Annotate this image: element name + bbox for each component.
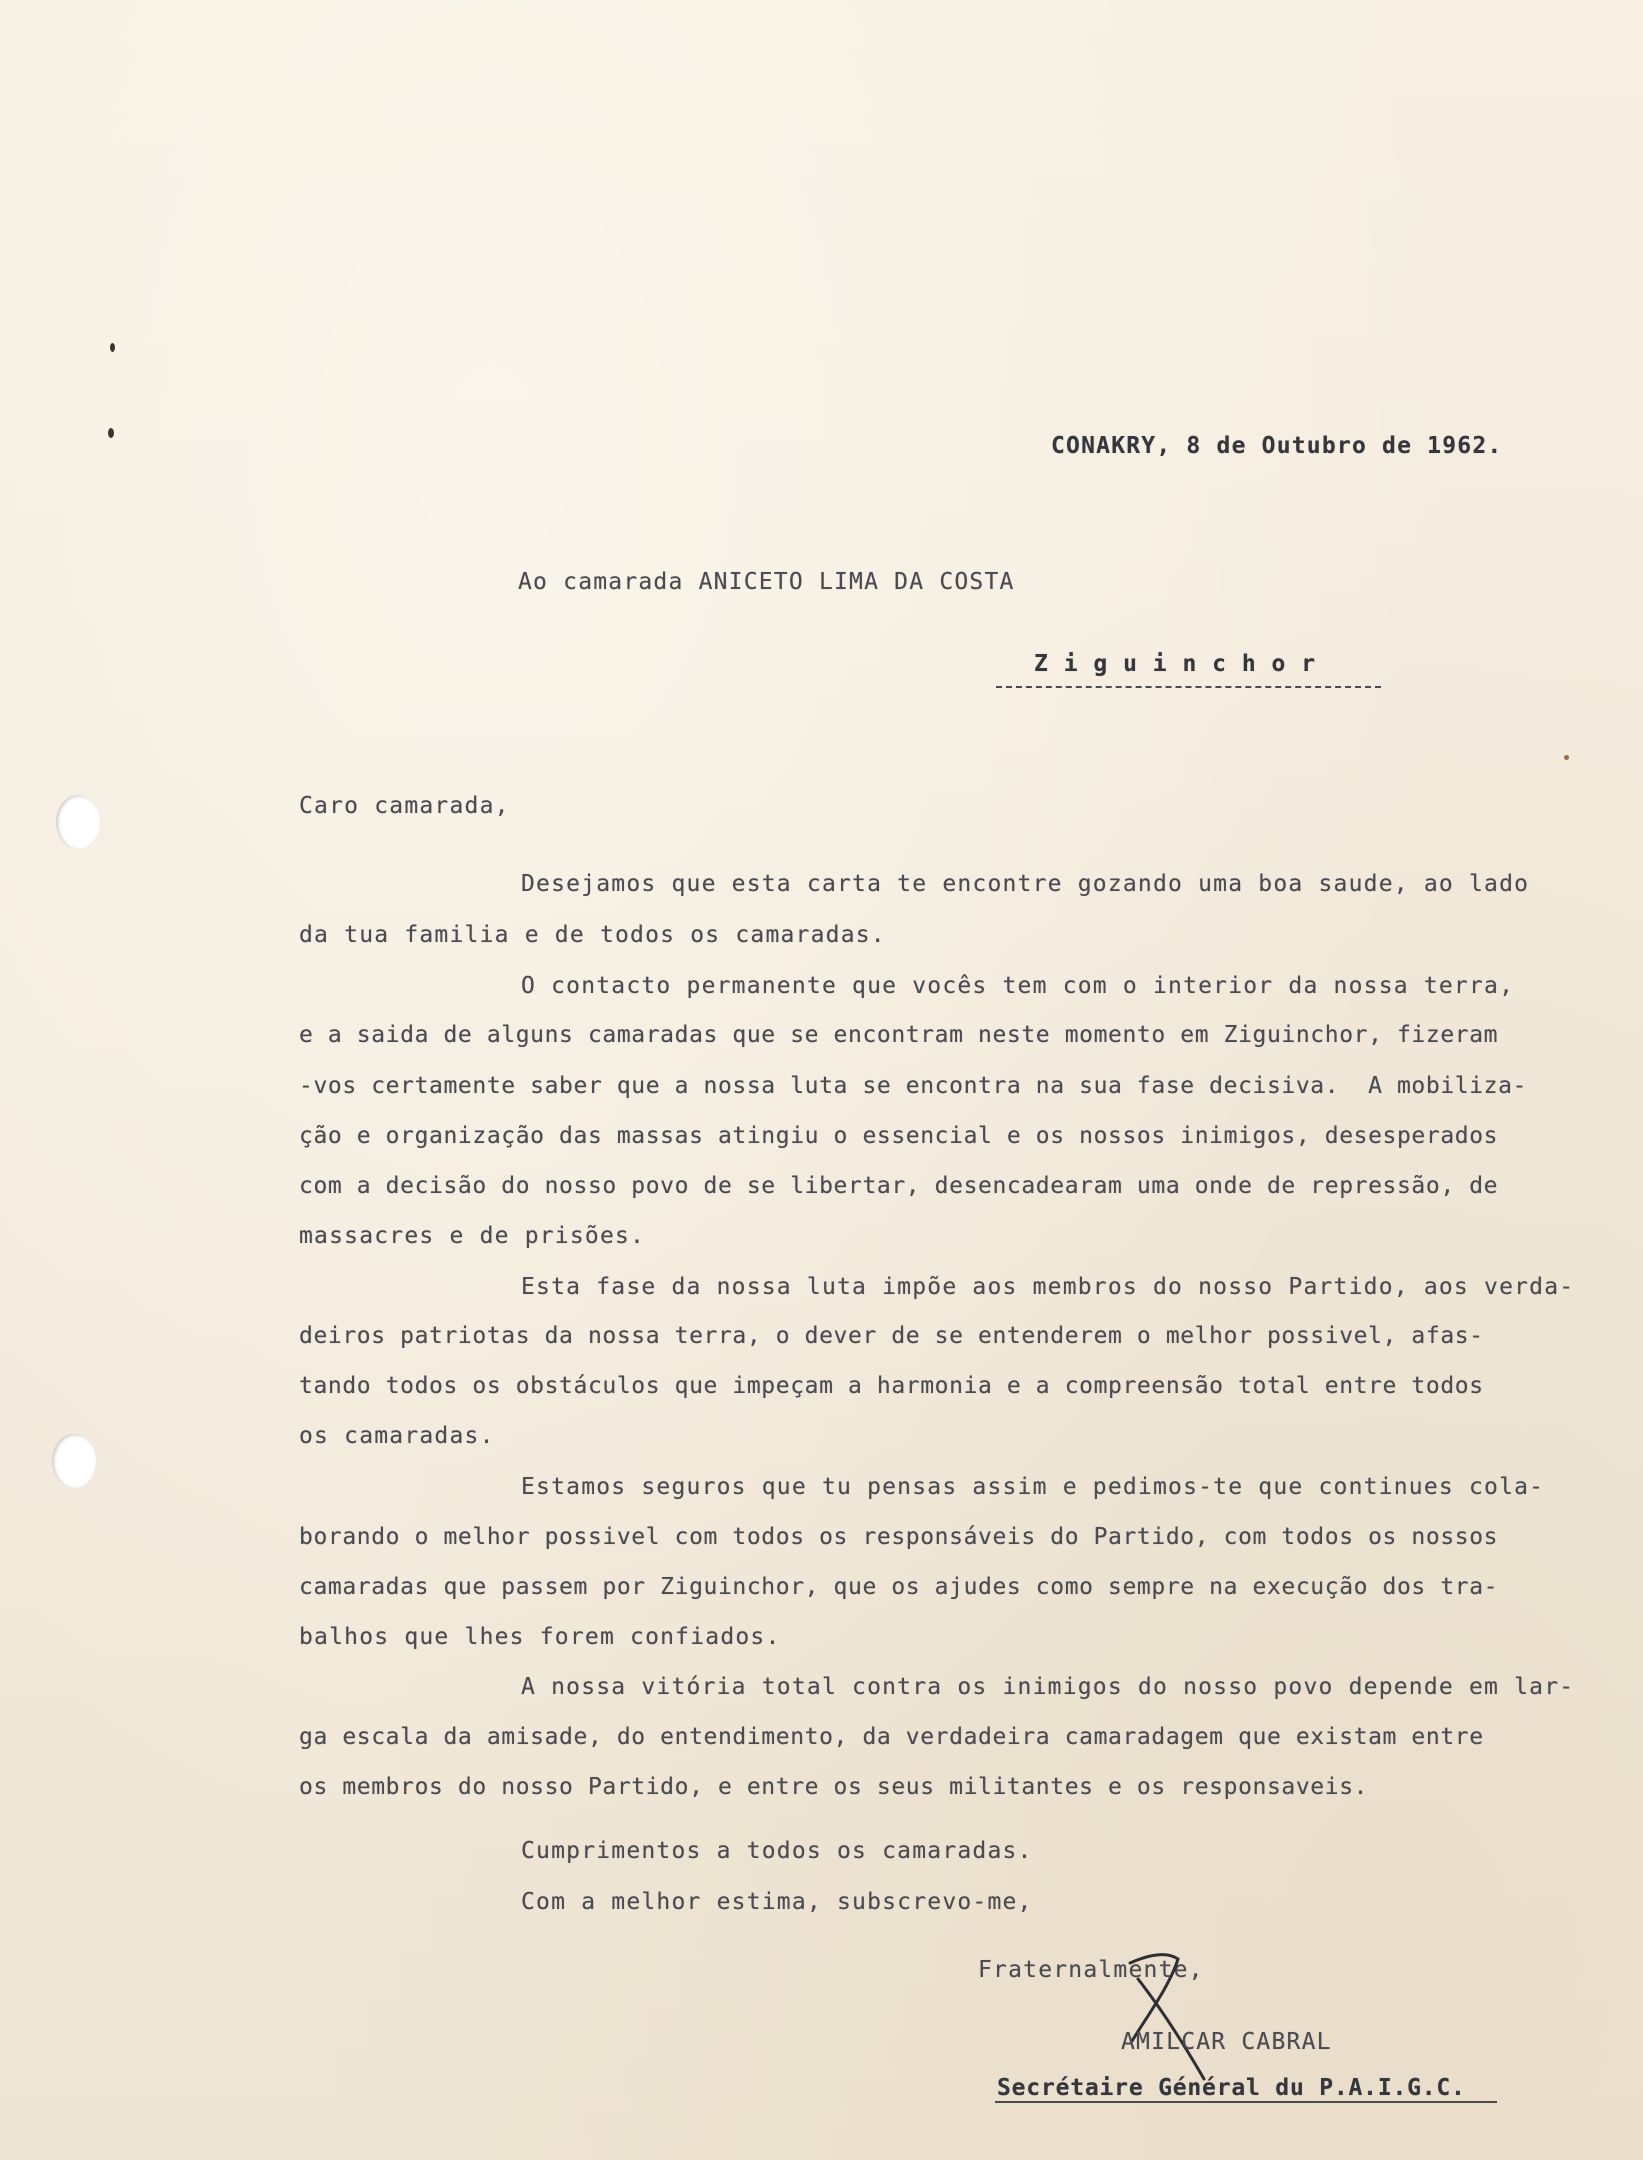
dateline: CONAKRY, 8 de Outubro de 1962. [1051,433,1503,459]
body-line: ção e organização das massas atingiu o essencial e os nossos inimigos, desesperados [299,1123,1499,1149]
body-line: Esta fase da nossa luta impõe aos membros do nosso Partido, aos verda- [521,1274,1575,1300]
paper-speck [1564,755,1569,760]
body-line: deiros patriotas da nossa terra, o dever de se entenderem o melhor possivel, afas- [299,1323,1484,1349]
body-line: Cumprimentos a todos os camaradas. [521,1838,1033,1864]
punch-hole-top [56,795,100,849]
body-line: balhos que lhes forem confiados. [299,1624,781,1650]
body-line: A nossa vitória total contra os inimigos do nosso povo depende em lar- [521,1674,1575,1700]
body-line: camaradas que passem por Ziguinchor, que os ajudes como sempre na execução dos tra- [299,1574,1499,1600]
closing: Fraternalmente, [978,1957,1204,1983]
body-line: tando todos os obstáculos que impeçam a harmonia e a compreensão total entre todos [299,1373,1484,1399]
body-line: O contacto permanente que vocês tem com o interior da nossa terra, [521,973,1515,999]
place-underline [996,686,1381,688]
paper-speck [110,343,115,352]
body-line: ga escala da amisade, do entendimento, da verdadeira camaradagem que existam entre [299,1724,1484,1750]
body-line: borando o melhor possivel com todos os responsáveis do Partido, com todos os nossos [299,1524,1499,1550]
place-name: Z i g u i n c h o r [1034,651,1317,677]
body-line: os camaradas. [299,1423,495,1449]
signatory-name: AMILCAR CABRAL [1121,2029,1332,2055]
addressee: Ao camarada ANICETO LIMA DA COSTA [518,569,1015,595]
body-line: e a saida de alguns camaradas que se encontram neste momento em Ziguinchor, fizeram [299,1022,1499,1048]
body-line: da tua familia e de todos os camaradas. [299,922,886,948]
salutation: Caro camarada, [299,793,510,819]
signature-mark [1108,1945,1218,2085]
body-line: Com a melhor estima, subscrevo-me, [521,1889,1033,1915]
body-line: -vos certamente saber que a nossa luta se encontra na sua fase decisiva. A mobiliza- [299,1073,1528,1099]
punch-hole-bottom [52,1434,96,1488]
paper-speck [108,428,114,438]
body-line: os membros do nosso Partido, e entre os seus militantes e os responsaveis. [299,1774,1369,1800]
body-line: massacres e de prisões. [299,1223,646,1249]
signatory-title: Secrétaire Général du P.A.I.G.C. [997,2075,1466,2101]
body-line: Estamos seguros que tu pensas assim e pedimos-te que continues cola- [521,1474,1545,1500]
body-line: com a decisão do nosso povo de se libertar, desencadearam uma onde de repressão, de [299,1173,1499,1199]
body-line: Desejamos que esta carta te encontre gozando uma boa saude, ao lado [521,871,1530,897]
signatory-underline [995,2101,1497,2103]
